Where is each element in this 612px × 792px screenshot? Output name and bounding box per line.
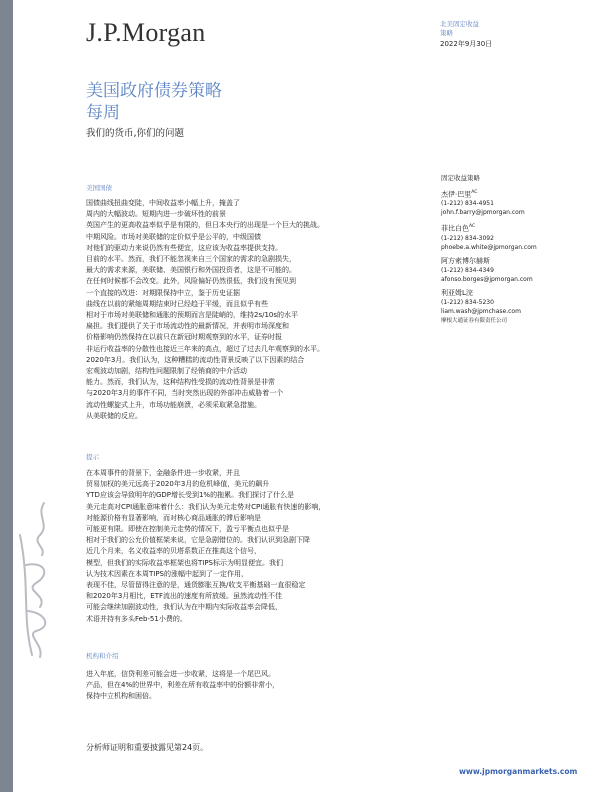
report-title: 美国政府债券策略 (86, 81, 222, 101)
contact-name: 杰伊·巴里$^{AC}$ (441, 190, 478, 199)
body-line: 近几个月来，名义收益率的贝塔系数正在推高这个信号， (86, 547, 261, 556)
contact-phone: (1-212) 834-3092 (441, 234, 494, 242)
body-line: 英国产生的更高收益率似乎是有限的，但日本央行的出现是一个巨大的挑战。 (86, 221, 324, 230)
body-line: 目前的水平。然而，我们不能忽视来自三个国家的需求的急剧损失， (86, 255, 296, 264)
body-line: 相对于市场对美联储和通胀的预期而言是陡峭的，维持2s/10s的水平 (86, 311, 299, 320)
body-line: 能力。然而，我们认为，这种结构性受损的流动性背景是非常 (86, 378, 275, 387)
header-meta (440, 20, 492, 49)
signature-watermark (6, 495, 66, 665)
disclosure-note: 分析师证明和重要披露见第24页。 (86, 743, 209, 752)
body-line: 美元走高对CPI通胀意味着什么：我们认为美元走势对CPI通胀有快速的影响， (86, 502, 326, 511)
contacts-panel (441, 174, 601, 326)
body-line: 可能会继续加剧波动性，我们认为在中期内实际收益率会降低， (86, 603, 282, 612)
contact-phone: (1-212) 834-4951 (441, 200, 494, 208)
section-heading-treasuries: 美国国债 (86, 184, 112, 192)
left-accent-bar (0, 0, 13, 792)
body-line: 周内的大幅波动。短期内进一步破坏性的前景 (86, 210, 226, 219)
jpmorgan-logo: J.P.Morgan (86, 18, 206, 47)
body-line: 保持中立机构和困倍。 (86, 692, 156, 701)
contact-name: 利亚姆L浣 (441, 288, 473, 297)
contact-email[interactable]: afonso.borges@jpmorgan.com (441, 275, 533, 283)
body-line: 产品，但在4%的世界中，利差在所有收益率中的份额非常小， (86, 681, 280, 690)
body-line: 相对于我们的公允价值框架来说，它是急剧错位的。我们认识到急剧下降 (86, 536, 310, 545)
body-line: YTD应该会导致明年的GDP增长受到1%的拖累。我们探讨了什么是 (86, 491, 295, 500)
body-line: 国债曲线扭曲变陡，中间收益率小幅上升，掩盖了 (86, 199, 240, 207)
category-line2: 策略 (440, 29, 453, 37)
body-line: 最大的需求来源，美联储、美国银行和外国投资者，这是不可能的。 (86, 266, 296, 275)
report-subtitle: 我们的货币,你们的问题 (86, 128, 185, 139)
contacts-group: 固定收益策略 (441, 174, 480, 182)
body-line: 一个直接的改进：对期限保持中立，鉴于历史证据 (86, 288, 240, 297)
firm-name: 摩根大通证券有限责任公司 (441, 317, 508, 324)
body-line: 从美联储的反应。 (86, 411, 142, 420)
body-line: 在任何时候都不会改变。此外，风险偏好仍然很低，我们没有预见到 (86, 277, 296, 286)
contact-name: 菲比白色$^{AC}$ (441, 224, 476, 233)
footer-link[interactable]: www.jpmorganmarkets.com (459, 767, 578, 776)
body-line: 2020年3月。我们认为，这种糟糕的流动性背景反映了以下因素的结合 (86, 355, 305, 364)
body-line: 和2020年3月相比，ETF流出的速度有所放缓。虽然流动性不佳 (86, 592, 282, 601)
body-line: 贸易加权的美元远高于2020年3月的危机峰值，美元的飙升 (86, 480, 270, 489)
body-line: 进入年底，信贷利差可能会进一步收紧，这将是一个尾巴风。 (86, 670, 275, 678)
category-line1: 北美固定收益 (440, 20, 479, 28)
report-frequency: 每周 (86, 103, 120, 123)
body-line: 价格影响仍然保持在以前只在新冠时期观察到的水平，证券时报 (86, 333, 282, 342)
body-line: 流动性螺旋式上升，市场功能崩溃，必须采取紧急措施。 (86, 400, 261, 409)
body-line: 认为技术因素在本周TIPS的涨幅中起到了一定作用， (86, 569, 249, 578)
contacts-list (441, 188, 601, 316)
body-line: 非运行收益率的分散性也接近三年来的高点，超过了过去几年观察到的水平。 (86, 344, 324, 353)
body-line: 宏观波动加剧，结构性问题限制了经销商的中介活动 (86, 367, 247, 376)
body-line: 在本周事件的背景下，金融条件进一步收紧，并且 (86, 469, 240, 477)
section-body-treasuries (86, 198, 386, 422)
contact-name: 阿方索博尔赫斯 (441, 256, 490, 265)
body-line: 术语并持有多头Feb-51小费的。 (86, 614, 187, 623)
body-line: 中期风险。市场对美联储的定价似乎是公平的，中级国债 (86, 232, 261, 241)
body-line: 可能更有限。即使在控制美元走势的情况下，盈亏平衡点也似乎是 (86, 525, 289, 534)
body-line: 扁担。我们提供了关于市场流动性的最新情况，并表明市场深度和 (86, 322, 289, 331)
section-heading-tips: 提示 (86, 453, 99, 461)
body-line: 对他们的驱动力来说仍然有些便宜，这应该为收益率提供支持。 (86, 243, 282, 252)
contact-email[interactable]: john.f.barry@jpmorgan.com (441, 209, 525, 217)
contact-phone: (1-212) 834-4349 (441, 266, 494, 274)
section-body-tips (86, 468, 386, 625)
contact-email[interactable]: liam.wash@jpmchase.com (441, 307, 521, 315)
contact-phone: (1-212) 834-5230 (441, 298, 494, 306)
body-line: 曲线在以前的紧缩周期结束时已经趋于平缓，而且似乎有些 (86, 299, 268, 308)
body-line: 模型，但我们的实际收益率框架也将TIPS标示为明显便宜。我们 (86, 558, 284, 567)
section-heading-agencies: 机构和介绍 (86, 652, 119, 660)
body-line: 表现不佳，尽管留得注意的是，通货膨胀互换/收支平衡基础一直很稳定 (86, 581, 306, 590)
body-line: 对能源价格有显著影响，而对核心商品通胀的滞后影响是 (86, 513, 261, 522)
contact-email[interactable]: phoebe.a.white@jpmorgan.com (441, 243, 537, 251)
section-body-agencies (86, 669, 386, 703)
body-line: 与2020年3月的事件不同，当时突然出现的外部冲击威胁着一个 (86, 389, 284, 398)
report-date: 2022年9月30日 (440, 40, 493, 48)
